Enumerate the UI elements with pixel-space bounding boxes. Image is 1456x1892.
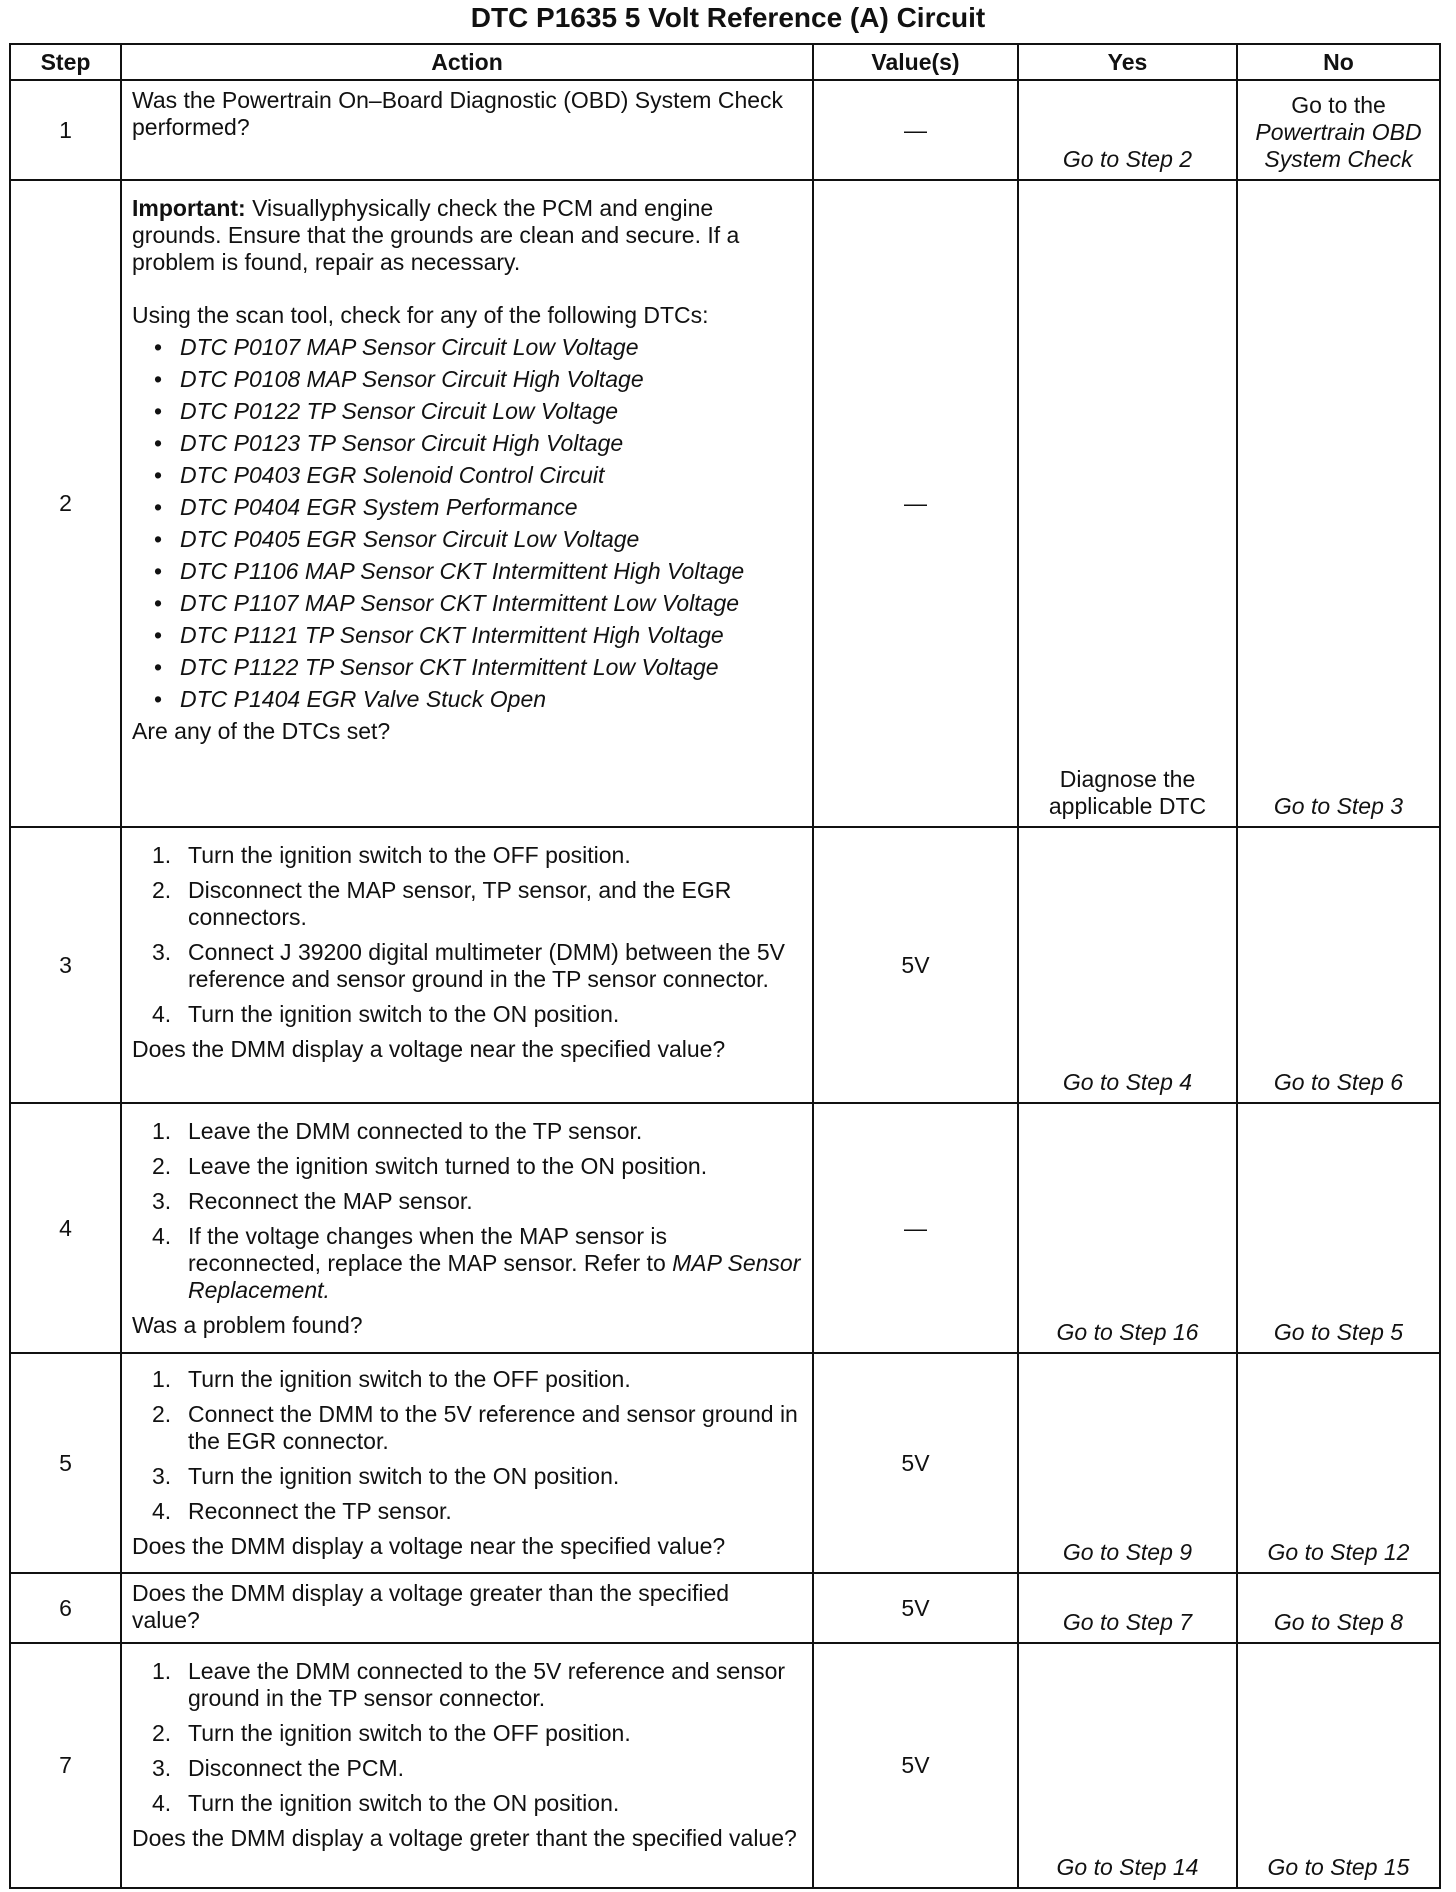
table-row: [10, 1353, 1440, 1573]
yes-cell: Go to Step 4: [1018, 827, 1237, 1103]
table-row: [10, 1573, 1440, 1643]
no-cell: Go to Step 15: [1237, 1643, 1440, 1888]
item-text: Reconnect the MAP sensor.: [188, 1188, 473, 1214]
item-text: Leave the ignition switch turned to the ON position.: [188, 1153, 708, 1179]
no-text: Go to the: [1291, 92, 1386, 118]
list-item: [152, 877, 802, 931]
action-cell: [121, 1573, 813, 1643]
document-title: DTC P1635 5 Volt Reference (A) Circuit: [470, 2, 986, 33]
item-text: Turn the ignition switch to the ON position.: [188, 1001, 620, 1027]
table-row: [10, 827, 1440, 1103]
item-number: 2.: [152, 1401, 172, 1427]
important-label: Important:: [132, 195, 246, 221]
action-cell: [121, 180, 813, 827]
list-item: [152, 1755, 802, 1782]
table-row: [10, 180, 1440, 827]
important-text: Visuallyphysically check the PCM and engine grounds. Ensure that the grounds are clean and secure. If a problem is found, repair as necessary.: [132, 195, 740, 275]
list-item: • DTC P0404 EGR System Performance: [154, 494, 802, 521]
item-text: If the voltage changes when the MAP sensor is reconnected, replace the MAP sensor. Refer to: [188, 1223, 668, 1276]
item-number: 1.: [152, 1658, 172, 1684]
list-item: • DTC P0107 MAP Sensor Circuit Low Voltage: [154, 334, 802, 361]
action-question: Was the Powertrain On–Board Diagnostic (OBD) System Check performed?: [132, 87, 784, 140]
action-cell: [121, 827, 813, 1103]
table-row: [10, 80, 1440, 180]
action-question: Was a problem found?: [132, 1312, 363, 1338]
action-cell: [121, 1103, 813, 1353]
item-text: Turn the ignition switch to the ON position.: [188, 1790, 620, 1816]
list-item: [152, 1366, 802, 1393]
no-cell: Go to Step 8: [1237, 1573, 1440, 1643]
item-number: 3.: [152, 1463, 172, 1489]
item-number: 3.: [152, 1755, 172, 1781]
list-item: • DTC P0122 TP Sensor Circuit Low Voltage: [154, 398, 802, 425]
list-item: [152, 1001, 802, 1028]
item-text: Reconnect the TP sensor.: [188, 1498, 452, 1524]
list-item: • DTC P0108 MAP Sensor Circuit High Voltage: [154, 366, 802, 393]
item-text: Connect J 39200 digital multimeter (DMM) between the 5V reference and sensor ground in the TP sensor connector.: [188, 939, 786, 992]
item-number: 4.: [152, 1790, 172, 1816]
list-item: [152, 939, 802, 993]
action-question: Does the DMM display a voltage greater than the specified value?: [132, 1580, 730, 1633]
item-text: Leave the DMM connected to the 5V reference and sensor ground in the TP sensor connector.: [188, 1658, 786, 1711]
value-cell: —: [813, 80, 1018, 180]
item-text: Turn the ignition switch to the ON position.: [188, 1463, 620, 1489]
step-number: 6: [10, 1573, 121, 1643]
item-text: Turn the ignition switch to the OFF position.: [188, 1720, 631, 1746]
header-action: Action: [121, 44, 813, 80]
yes-cell: Diagnose the applicable DTC: [1018, 180, 1237, 827]
step-number: 1: [10, 80, 121, 180]
table-header-row: [10, 44, 1440, 80]
list-item: [152, 1153, 802, 1180]
header-yes: Yes: [1018, 44, 1237, 80]
procedure-list: [132, 842, 802, 1028]
action-cell: [121, 80, 813, 180]
list-item: • DTC P0405 EGR Sensor Circuit Low Voltage: [154, 526, 802, 553]
item-text: Turn the ignition switch to the OFF position.: [188, 842, 631, 868]
action-question: Does the DMM display a voltage greter thant the specified value?: [132, 1825, 797, 1851]
procedure-list: [132, 1658, 802, 1817]
no-cell: Go to Step 12: [1237, 1353, 1440, 1573]
value-cell: —: [813, 180, 1018, 827]
no-cell: Go to Step 6: [1237, 827, 1440, 1103]
list-item: [152, 1118, 802, 1145]
yes-cell: Go to Step 16: [1018, 1103, 1237, 1353]
item-number: 4.: [152, 1001, 172, 1027]
list-item: [152, 1463, 802, 1490]
list-item: • DTC P0123 TP Sensor Circuit High Voltage: [154, 430, 802, 457]
dtc-list: [132, 334, 802, 713]
action-question: Are any of the DTCs set?: [132, 718, 391, 744]
procedure-list: [132, 1366, 802, 1525]
step-number: 5: [10, 1353, 121, 1573]
item-number: 4.: [152, 1223, 172, 1249]
value-cell: 5V: [813, 1573, 1018, 1643]
item-text: Turn the ignition switch to the OFF position.: [188, 1366, 631, 1392]
item-number: 1.: [152, 1118, 172, 1144]
list-item: [152, 1790, 802, 1817]
list-item: [152, 1498, 802, 1525]
item-number: 3.: [152, 1188, 172, 1214]
list-item: [152, 842, 802, 869]
yes-cell: Go to Step 2: [1018, 80, 1237, 180]
list-item: • DTC P1106 MAP Sensor CKT Intermittent High Voltage: [154, 558, 802, 585]
no-reference: Powertrain OBD System Check: [1255, 119, 1422, 172]
step-number: 3: [10, 827, 121, 1103]
item-number: 2.: [152, 877, 172, 903]
list-item: [152, 1188, 802, 1215]
action-question: Does the DMM display a voltage near the specified value?: [132, 1533, 726, 1559]
item-number: 2.: [152, 1153, 172, 1179]
value-cell: 5V: [813, 1643, 1018, 1888]
step-number: 2: [10, 180, 121, 827]
item-reference: MAP Sensor Replacement.: [188, 1250, 801, 1303]
list-item: • DTC P1121 TP Sensor CKT Intermittent High Voltage: [154, 622, 802, 649]
item-text: Disconnect the MAP sensor, TP sensor, and the EGR connectors.: [188, 877, 732, 930]
list-item: [152, 1223, 802, 1304]
value-cell: 5V: [813, 827, 1018, 1103]
yes-cell: Go to Step 9: [1018, 1353, 1237, 1573]
list-item: • DTC P0403 EGR Solenoid Control Circuit: [154, 462, 802, 489]
item-text: Leave the DMM connected to the TP sensor.: [188, 1118, 643, 1144]
no-cell: Go to Step 5: [1237, 1103, 1440, 1353]
list-item: [152, 1720, 802, 1747]
action-question: Does the DMM display a voltage near the specified value?: [132, 1036, 726, 1062]
yes-cell: Go to Step 7: [1018, 1573, 1237, 1643]
item-number: 1.: [152, 842, 172, 868]
item-number: 2.: [152, 1720, 172, 1746]
action-cell: [121, 1353, 813, 1573]
important-note: [132, 195, 802, 276]
value-cell: —: [813, 1103, 1018, 1353]
step-number: 4: [10, 1103, 121, 1353]
header-values: Value(s): [813, 44, 1018, 80]
value-cell: 5V: [813, 1353, 1018, 1573]
no-cell: Go to Step 3: [1237, 180, 1440, 827]
item-text: Disconnect the PCM.: [188, 1755, 405, 1781]
list-item: • DTC P1404 EGR Valve Stuck Open: [154, 686, 802, 713]
diagnostic-table: [9, 43, 1441, 1889]
procedure-list: [132, 1118, 802, 1304]
header-no: No: [1237, 44, 1440, 80]
list-item: • DTC P1122 TP Sensor CKT Intermittent Low Voltage: [154, 654, 802, 681]
list-item: [152, 1401, 802, 1455]
item-text: Connect the DMM to the 5V reference and sensor ground in the EGR connector.: [188, 1401, 798, 1454]
table-row: [10, 1643, 1440, 1888]
header-step: Step: [10, 44, 121, 80]
yes-cell: Go to Step 14: [1018, 1643, 1237, 1888]
item-number: 3.: [152, 939, 172, 965]
list-item: • DTC P1107 MAP Sensor CKT Intermittent Low Voltage: [154, 590, 802, 617]
action-cell: [121, 1643, 813, 1888]
item-number: 1.: [152, 1366, 172, 1392]
item-number: 4.: [152, 1498, 172, 1524]
step-number: 7: [10, 1643, 121, 1888]
table-row: [10, 1103, 1440, 1353]
list-item: [152, 1658, 802, 1712]
no-cell: [1237, 80, 1440, 180]
action-intro: Using the scan tool, check for any of the following DTCs:: [132, 302, 709, 328]
